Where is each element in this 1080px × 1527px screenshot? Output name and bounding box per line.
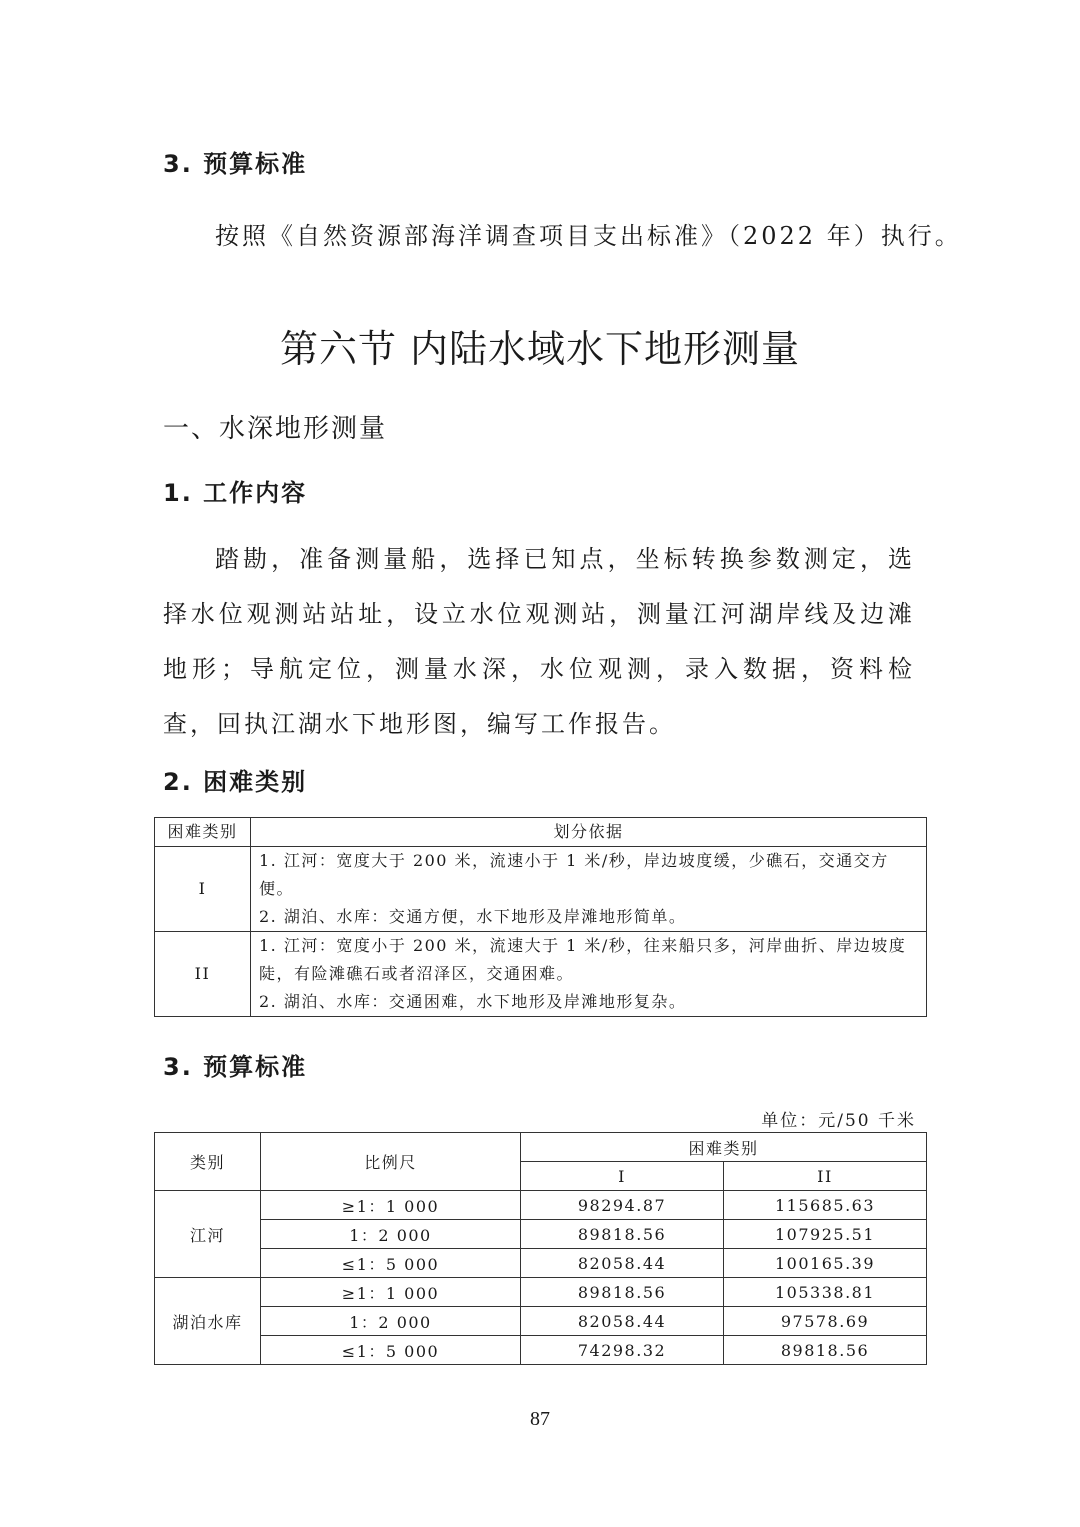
chapter-title: 第六节 内陆水域水下地形测量 — [279, 327, 801, 371]
table-row — [155, 1336, 927, 1365]
value-ii: 105338.81 — [724, 1278, 927, 1307]
table-row — [155, 932, 927, 1017]
part1-heading: 一、水深地形测量 — [163, 414, 388, 444]
budget-heading: 3. 预算标准 — [163, 1053, 308, 1081]
budget-table — [154, 1132, 927, 1365]
value-i: 89818.56 — [521, 1278, 724, 1307]
difficulty-desc — [251, 932, 927, 1017]
work-text: 踏勘，准备测量船，选择已知点，坐标转换参数测定，选择水位观测站站址，设立水位观测站，测量江河湖岸线及边滩地形；导航定位，测量水深，水位观测，录入数据，资料检查，回执江湖水下地形图，编写工作报告。 — [163, 545, 915, 738]
scale-cell: 1：2 000 — [261, 1307, 521, 1336]
table-header-row — [155, 818, 927, 847]
value-i: 82058.44 — [521, 1307, 724, 1336]
work-heading: 1. 工作内容 — [163, 479, 308, 507]
header-basis: 划分依据 — [251, 818, 927, 847]
header-scale: 比例尺 — [261, 1133, 521, 1191]
desc-line: 2. 湖泊、水库：交通方便，水下地形及岸滩地形简单。 — [259, 907, 687, 926]
desc-line: 1. 江河：宽度小于 200 米，流速大于 1 米/秒，往来船只多，河岸曲折、岸边坡度陡，有险滩礁石或者沼泽区，交通困难。 — [259, 936, 907, 983]
header-difficulty: 困难类别 — [521, 1133, 927, 1162]
scale-cell: ≤1：5 000 — [261, 1336, 521, 1365]
table-row — [155, 1249, 927, 1278]
page-number: 87 — [530, 1408, 550, 1430]
difficulty-desc — [251, 847, 927, 932]
scale-cell: 1：2 000 — [261, 1220, 521, 1249]
group-name: 湖泊水库 — [155, 1278, 261, 1365]
desc-line: 2. 湖泊、水库：交通困难，水下地形及岸滩地形复杂。 — [259, 992, 687, 1011]
value-i: 82058.44 — [521, 1249, 724, 1278]
table-row — [155, 1220, 927, 1249]
scale-cell: ≥1：1 000 — [261, 1278, 521, 1307]
difficulty-level: II — [155, 932, 251, 1017]
table-row — [155, 1278, 927, 1307]
table-row — [155, 1191, 927, 1220]
desc-line: 1. 江河：宽度大于 200 米，流速小于 1 米/秒，岸边坡度缓，少礁石，交通交方便。 — [259, 851, 889, 898]
section3-heading: 3. 预算标准 — [163, 150, 308, 178]
scale-cell: ≥1：1 000 — [261, 1191, 521, 1220]
value-ii: 89818.56 — [724, 1336, 927, 1365]
difficulty-level: I — [155, 847, 251, 932]
section3-text: 按照《自然资源部海洋调查项目支出标准》（2022 年）执行。 — [215, 222, 962, 250]
table-row — [155, 847, 927, 932]
value-i: 74298.32 — [521, 1336, 724, 1365]
group-name: 江河 — [155, 1191, 261, 1278]
header-ii: II — [724, 1162, 927, 1191]
value-ii: 100165.39 — [724, 1249, 927, 1278]
value-i: 98294.87 — [521, 1191, 724, 1220]
table-header-row — [155, 1133, 927, 1162]
unit-note: 单位：元/50 千米 — [761, 1111, 916, 1131]
difficulty-heading: 2. 困难类别 — [163, 768, 308, 796]
value-ii: 107925.51 — [724, 1220, 927, 1249]
header-i: I — [521, 1162, 724, 1191]
value-ii: 115685.63 — [724, 1191, 927, 1220]
value-i: 89818.56 — [521, 1220, 724, 1249]
scale-cell: ≤1：5 000 — [261, 1249, 521, 1278]
difficulty-table — [154, 817, 927, 1017]
value-ii: 97578.69 — [724, 1307, 927, 1336]
header-category: 类别 — [155, 1133, 261, 1191]
header-difficulty: 困难类别 — [155, 818, 251, 847]
table-row — [155, 1307, 927, 1336]
